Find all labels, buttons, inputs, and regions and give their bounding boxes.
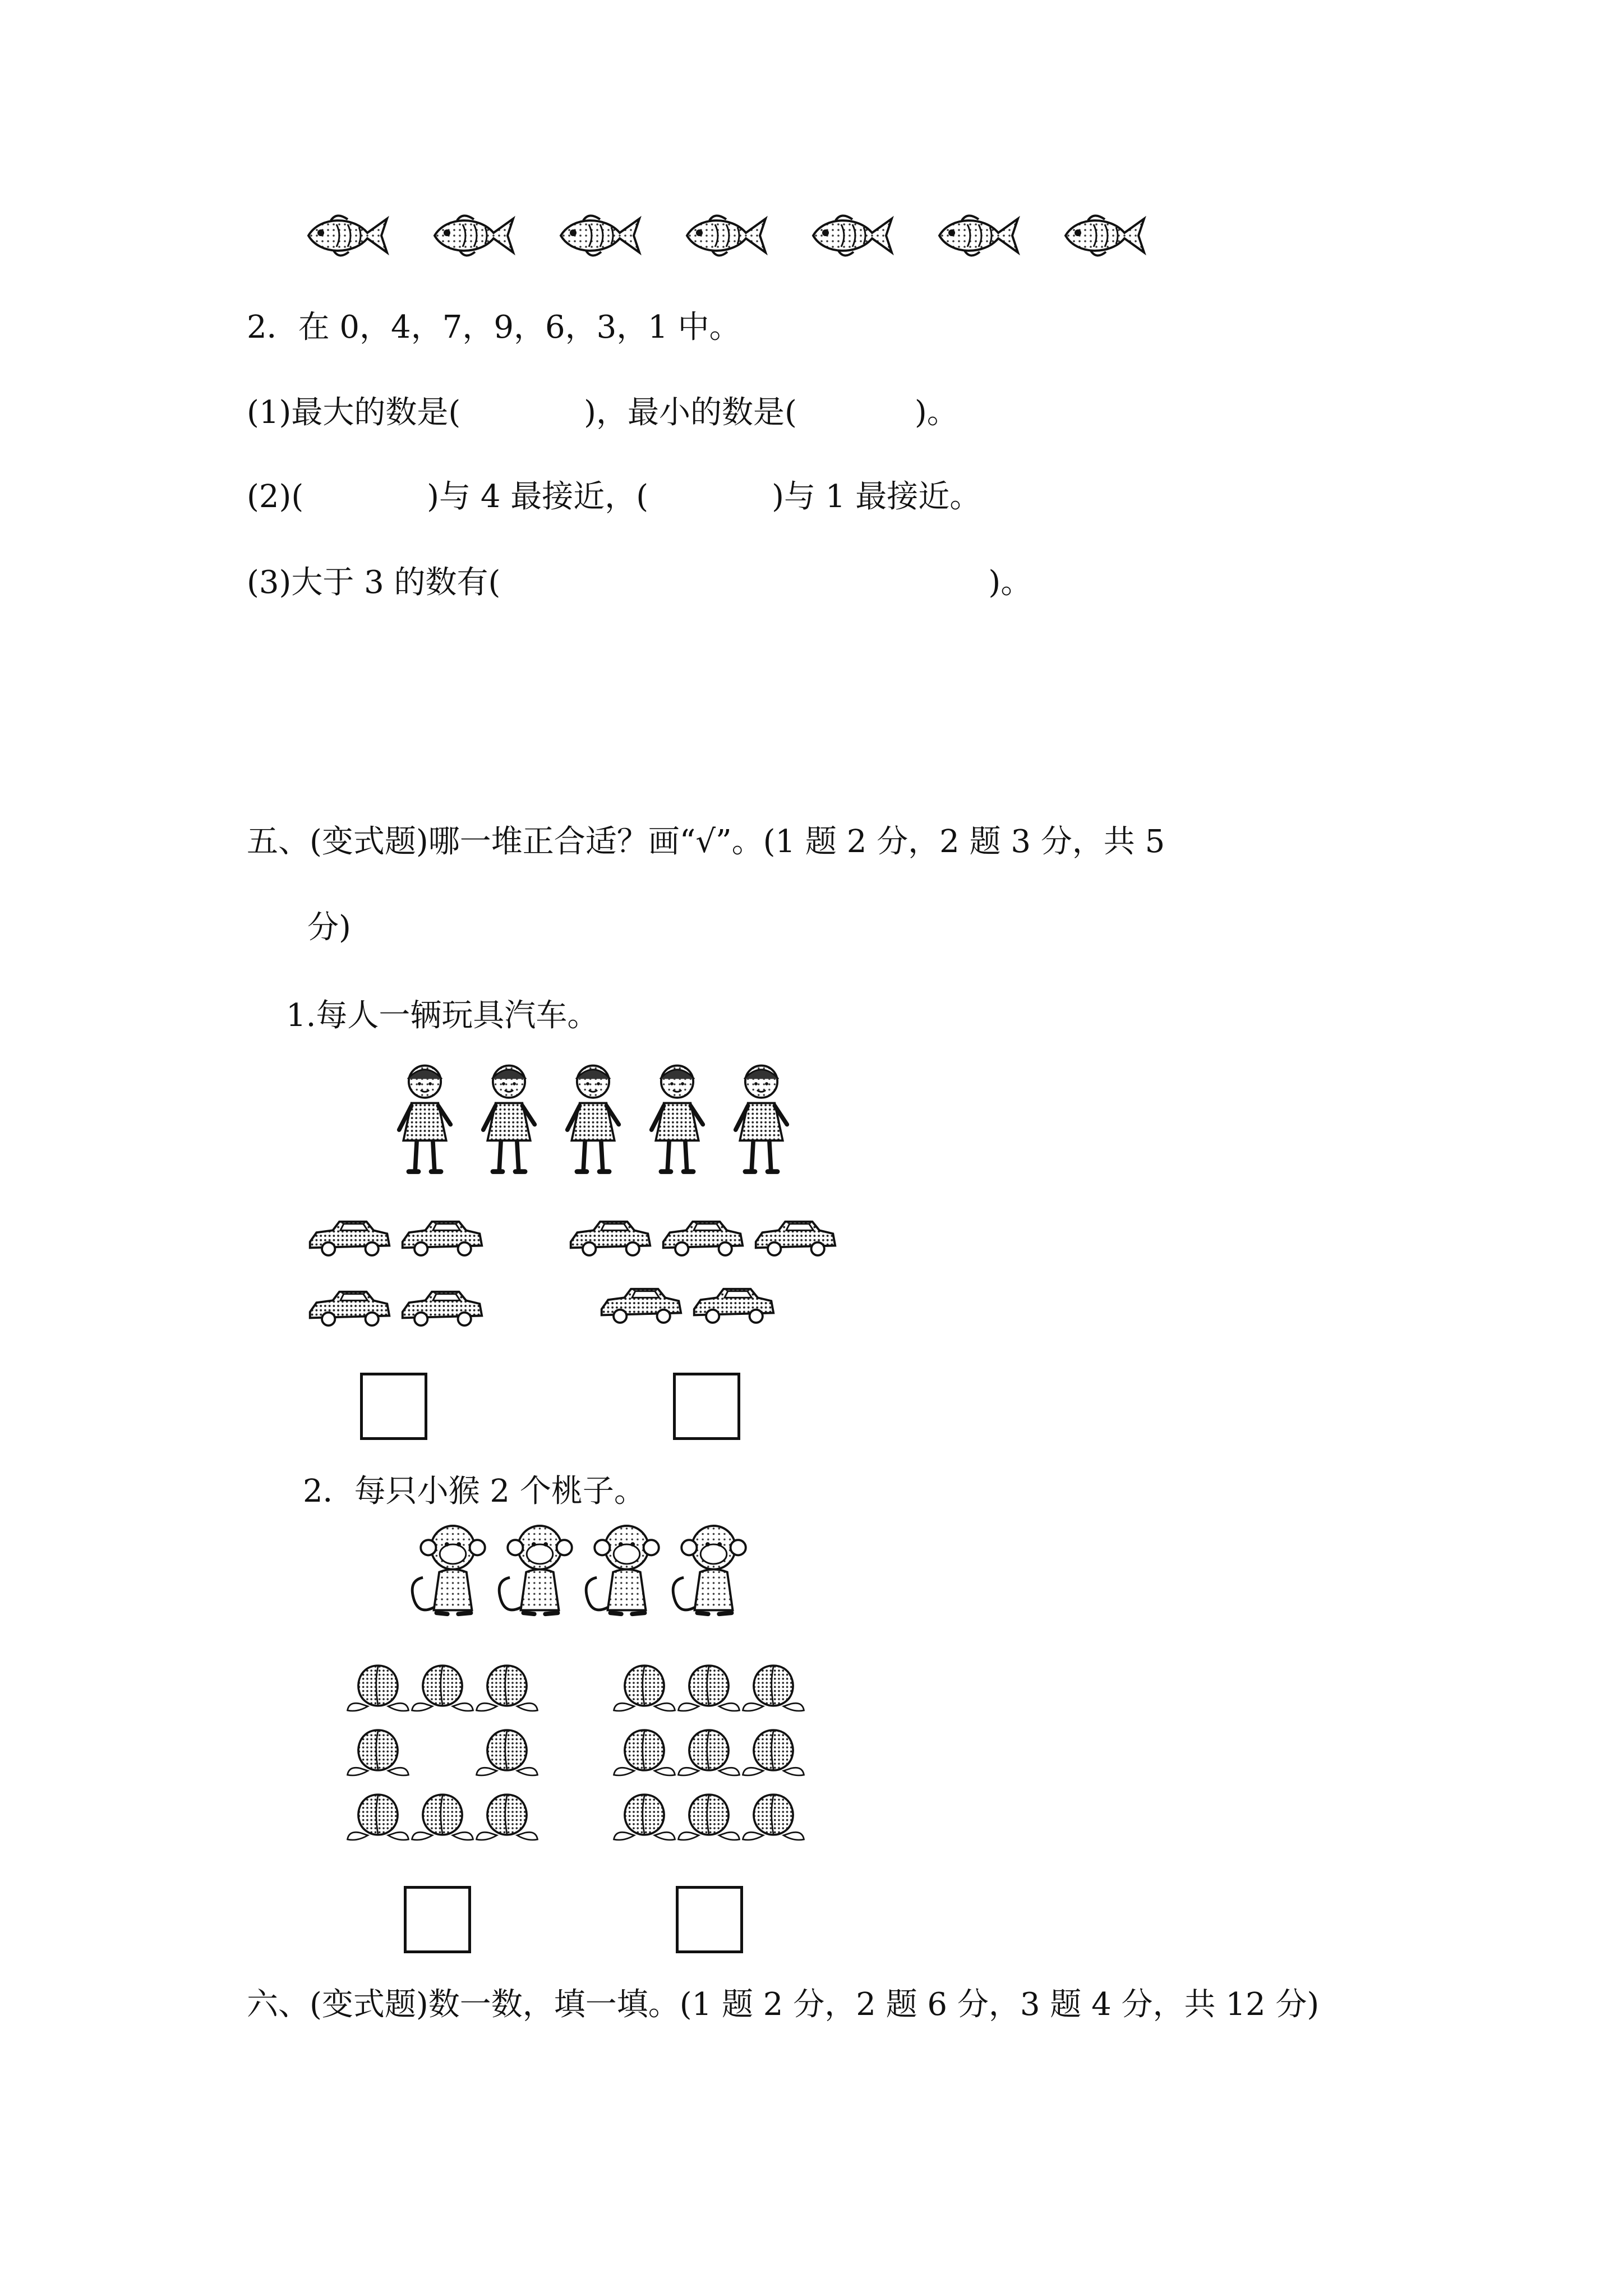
car-icon: [306, 1212, 393, 1261]
children-group: [393, 1060, 796, 1184]
monkey-group: [407, 1520, 766, 1632]
peach-icon: [740, 1725, 806, 1781]
q2-left-checkbox[interactable]: [404, 1886, 471, 1953]
car-icon: [398, 1282, 485, 1331]
car-icon: [597, 1279, 684, 1328]
fish-icon: [303, 208, 393, 264]
peach-icon: [740, 1660, 806, 1717]
q2-part2: [247, 477, 981, 517]
section5-title-line2: 分): [307, 909, 351, 946]
q2-right-checkbox[interactable]: [676, 1886, 743, 1953]
monkey-icon: [494, 1520, 586, 1624]
car-group-right: [566, 1212, 847, 1341]
fish-icon: [808, 208, 897, 264]
peach-icon: [611, 1725, 677, 1781]
q2-stem: 2．在 0，4，7，9，6，3，1 中。: [247, 309, 741, 346]
section6-title: 六、(变式题)数一数，填一填。(1 题 2 分，2 题 6 分，3 题 4 分，共 12 分): [247, 1986, 1320, 2023]
peach-group-right: [611, 1660, 813, 1851]
car-group-left: [306, 1212, 491, 1341]
child-icon: [561, 1060, 625, 1178]
q2-part3-text-b: )。: [988, 564, 1032, 601]
fish-icon: [429, 208, 519, 264]
child-icon: [729, 1060, 794, 1178]
car-icon: [566, 1212, 653, 1261]
peach-icon: [676, 1789, 742, 1846]
monkey-icon: [407, 1520, 499, 1624]
peach-icon: [345, 1725, 411, 1781]
section5-title-line1: 五、(变式题)哪一堆正合适？画“√”。(1 题 2 分，2 题 3 分，共 5: [247, 823, 1165, 860]
peach-group-left: [345, 1660, 536, 1851]
section5-q1-label: 1.每人一辆玩具汽车。: [286, 997, 599, 1034]
peach-icon: [676, 1660, 742, 1717]
fish-icon: [681, 208, 771, 264]
car-icon: [751, 1212, 838, 1261]
q2-part2-text-a: (2)(: [247, 478, 304, 515]
q1-right-checkbox[interactable]: [673, 1373, 740, 1440]
child-icon: [645, 1060, 709, 1178]
q2-part1-text-c: )。: [914, 394, 958, 431]
q2-part3-text-a: (3)大于 3 的数有(: [247, 564, 501, 601]
peach-icon: [345, 1660, 411, 1717]
fish-icon: [555, 208, 645, 264]
q2-part3: [247, 563, 1032, 603]
car-icon: [398, 1212, 485, 1261]
monkey-icon: [667, 1520, 760, 1624]
peach-icon: [676, 1725, 742, 1781]
child-icon: [393, 1060, 457, 1178]
peach-icon: [740, 1789, 806, 1846]
q1-left-checkbox[interactable]: [360, 1373, 427, 1440]
q2-part1-text-b: )，最小的数是(: [584, 394, 797, 431]
peach-icon: [474, 1660, 540, 1717]
car-icon: [659, 1212, 746, 1261]
peach-icon: [409, 1789, 476, 1846]
q2-part2-text-b: )与 4 最接近，(: [427, 478, 649, 515]
fish-icon: [934, 208, 1023, 264]
fish-icon: [1060, 208, 1150, 264]
q2-part2-text-c: )与 1 最接近。: [772, 478, 981, 515]
peach-icon: [345, 1789, 411, 1846]
child-icon: [477, 1060, 541, 1178]
monkey-icon: [580, 1520, 673, 1624]
peach-icon: [611, 1789, 677, 1846]
fish-row: [303, 208, 1166, 280]
peach-icon: [474, 1725, 540, 1781]
car-icon: [690, 1279, 777, 1328]
q2-part1: [247, 393, 958, 433]
peach-icon: [474, 1789, 540, 1846]
section5-q2-label: 2．每只小猴 2 个桃子。: [303, 1473, 645, 1510]
peach-icon: [611, 1660, 677, 1717]
q2-part1-text-a: (1)最大的数是(: [247, 394, 461, 431]
car-icon: [306, 1282, 393, 1331]
peach-icon: [409, 1660, 476, 1717]
